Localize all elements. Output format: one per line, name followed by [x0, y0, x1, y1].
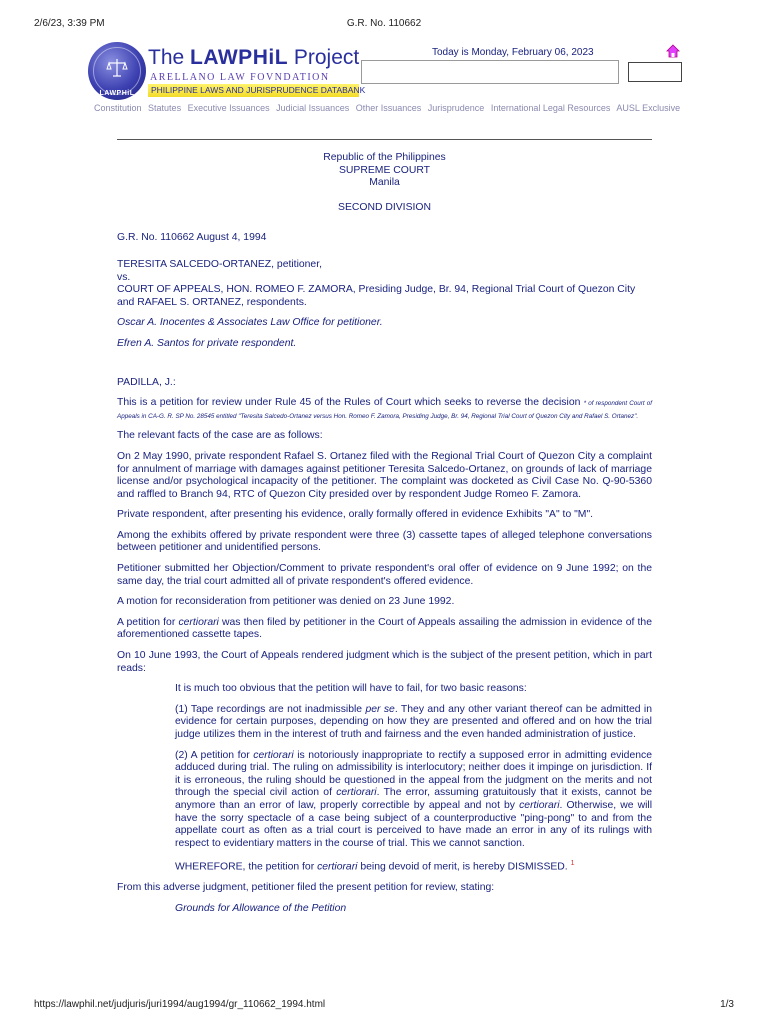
court-line-3: Manila — [369, 177, 400, 189]
brand-tagline: PHILIPPINE LAWS AND JURISPRUDENCE DATABANK — [148, 84, 359, 97]
brand-title[interactable] — [148, 46, 359, 70]
page-number: 1/3 — [720, 999, 734, 1010]
court-line-1: Republic of the Philippines — [323, 152, 446, 163]
paragraph-7: A motion for reconsideration from petitioner was denied on 23 June 1992. — [117, 596, 455, 608]
brand-suffix: Project — [288, 46, 360, 69]
nav-ausl-exclusive[interactable]: AUSL Exclusive — [616, 103, 681, 113]
division: SECOND DIVISION — [338, 201, 431, 213]
paragraph-3: On 2 May 1990, private respondent Rafael S. Ortanez filed with the Regional Trial Court of Quezon City a complaint for annulment of marriage with damages against petitioner Teresita Salcedo-Ortanez, on grounds of lack of marriage license and/or psychological incapacity of the petitioner. The complaint was docketed as Civil Case No. Q-90-5360 and raffled to Branch 94, RTC of Quezon City presided over by respondent Judge Romeo F. Zamora. — [117, 450, 652, 500]
quote-3: (2) A petition for certiorari is notoriously inappropriate to rectify a supposed error in admitting evidence adduced during trial. The ruling on admissibility is interlocutory; neither does it impinge on jurisdiction. If it is erroneous, the ruling should be questioned in the appeal from the judgment on the merits and not through the special civil action of certiorari. The error, assuming gratuitously that it exists, cannot be anymore than an error of law, properly correctible by appeal and not by certiorari. Otherwise, we will have the sorry spectacle of a case being subject of a counterproductive "ping-pong" to and from the appellate court as often as a trial court is perceived to have made an error in any of its rulings with respect to evidentiary matters in the course of trial. This we cannot sanction. — [175, 749, 653, 849]
print-title: G.R. No. 110662 — [346, 18, 422, 29]
main-nav — [94, 103, 684, 113]
nav-executive-issuances[interactable]: Executive Issuances — [187, 103, 270, 113]
quote-2: (1) Tape recordings are not inadmissible per se. They and any other variant thereof can be admitted in evidence for certain purposes, depending on how they are presented and offered and on how the trial judge utilizes them in the interest of truth and fairness and the even handed administration of justice. — [175, 703, 652, 740]
seal-text: LAWPHiL — [99, 90, 135, 97]
paragraph-1: This is a petition for review under Rule 45 of the Rules of Court which seeks to reverse the decision * of respondent Court of Appeals in CA-G. R. SP No. 28545 entitled "Teresita Salcedo-Ortanez versus Hon. Romeo F. Zamora, Presiding Judge, Br. 94, Regional Trial Court of Quezon City and Rafael S. Ortanez". — [117, 397, 652, 420]
ponente: PADILLA, J.: — [117, 376, 176, 388]
print-datetime: 2/6/23, 3:39 PM — [34, 18, 105, 29]
search-input[interactable] — [361, 60, 619, 84]
nav-judicial-issuances[interactable]: Judicial Issuances — [276, 103, 350, 113]
scales-of-justice-icon — [105, 56, 129, 80]
quote-1: It is much too obvious that the petition will have to fail, for two basic reasons: — [175, 683, 527, 695]
home-icon[interactable] — [666, 44, 680, 58]
paragraph-5: Among the exhibits offered by private respondent were three (3) cassette tapes of alleged telephone conversations between petitioner and unidentified persons. — [117, 529, 652, 554]
nav-jurisprudence[interactable]: Jurisprudence — [427, 103, 485, 113]
today-date: Today is Monday, February 06, 2023 — [432, 47, 594, 58]
quote-5: Grounds for Allowance of the Petition — [175, 903, 347, 914]
paragraph-9: On 10 June 1993, the Court of Appeals rendered judgment which is the subject of the present petition, which in part reads: — [117, 650, 652, 674]
search-button[interactable] — [628, 62, 682, 82]
paragraph-8: A petition for certiorari was then filed by petitioner in the Court of Appeals assailing the admission in evidence of the aforementioned cassette tapes. — [117, 616, 652, 641]
nav-international-legal-resources[interactable]: International Legal Resources — [490, 103, 611, 113]
footnote-link-1[interactable]: 1 — [570, 860, 575, 868]
brand-name: LAWPHiL — [190, 46, 289, 69]
paragraph-2: The relevant facts of the case are as follows: — [117, 430, 323, 442]
nav-statutes[interactable]: Statutes — [148, 103, 182, 113]
quote-4: WHEREFORE, the petition for certiorari being devoid of merit, is hereby DISMISSED. $^1$ — [175, 860, 575, 873]
court-line-2: SUPREME COURT — [338, 164, 431, 176]
lawphil-seal-logo[interactable] — [88, 42, 146, 100]
nav-constitution[interactable]: Constitution — [94, 103, 142, 113]
paragraph-10: From this adverse judgment, petitioner filed the present petition for review, stating: — [117, 882, 495, 894]
party-petitioner: TERESITA SALCEDO-ORTANEZ, petitioner, — [117, 258, 322, 270]
brand-subtitle: ARELLANO LAW FOVNDATION — [150, 72, 330, 83]
party-respondents: COURT OF APPEALS, HON. ROMEO F. ZAMORA, Presiding Judge, Br. 94, Regional Trial Court of Quezon City and RAFAEL S. ORTANEZ, respondents. — [117, 284, 636, 308]
paragraph-4: Private respondent, after presenting his evidence, orally formally offered in evidence Exhibits "A" to "M". — [117, 509, 594, 521]
counsel-respondent: Efren A. Santos for private respondent. — [117, 337, 297, 349]
nav-other-issuances[interactable]: Other Issuances — [355, 103, 422, 113]
versus: vs. — [117, 271, 131, 283]
footnote-star: * of respondent Court of Appeals in CA-G. R. SP No. 28545 entitled "Teresita Salcedo-Ortanez versus Hon. Romeo F. Zamora, Presiding Judge, Br. 94, Regional Trial Court of Quezon City and Rafael S. Ortanez". — [117, 400, 652, 420]
header-divider — [117, 139, 652, 140]
brand-prefix: The — [148, 46, 191, 69]
paragraph-6: Petitioner submitted her Objection/Comment to private respondent's oral offer of evidence on 9 June 1992; on the same day, the trial court admitted all of private respondent's offered evidence. — [117, 563, 652, 587]
decision-document — [117, 152, 652, 924]
page-url: https://lawphil.net/judjuris/juri1994/aug1994/gr_110662_1994.html — [34, 999, 326, 1010]
gr-number: G.R. No. 110662 August 4, 1994 — [117, 232, 267, 244]
counsel-petitioner: Oscar A. Inocentes & Associates Law Office for petitioner. — [117, 317, 383, 329]
